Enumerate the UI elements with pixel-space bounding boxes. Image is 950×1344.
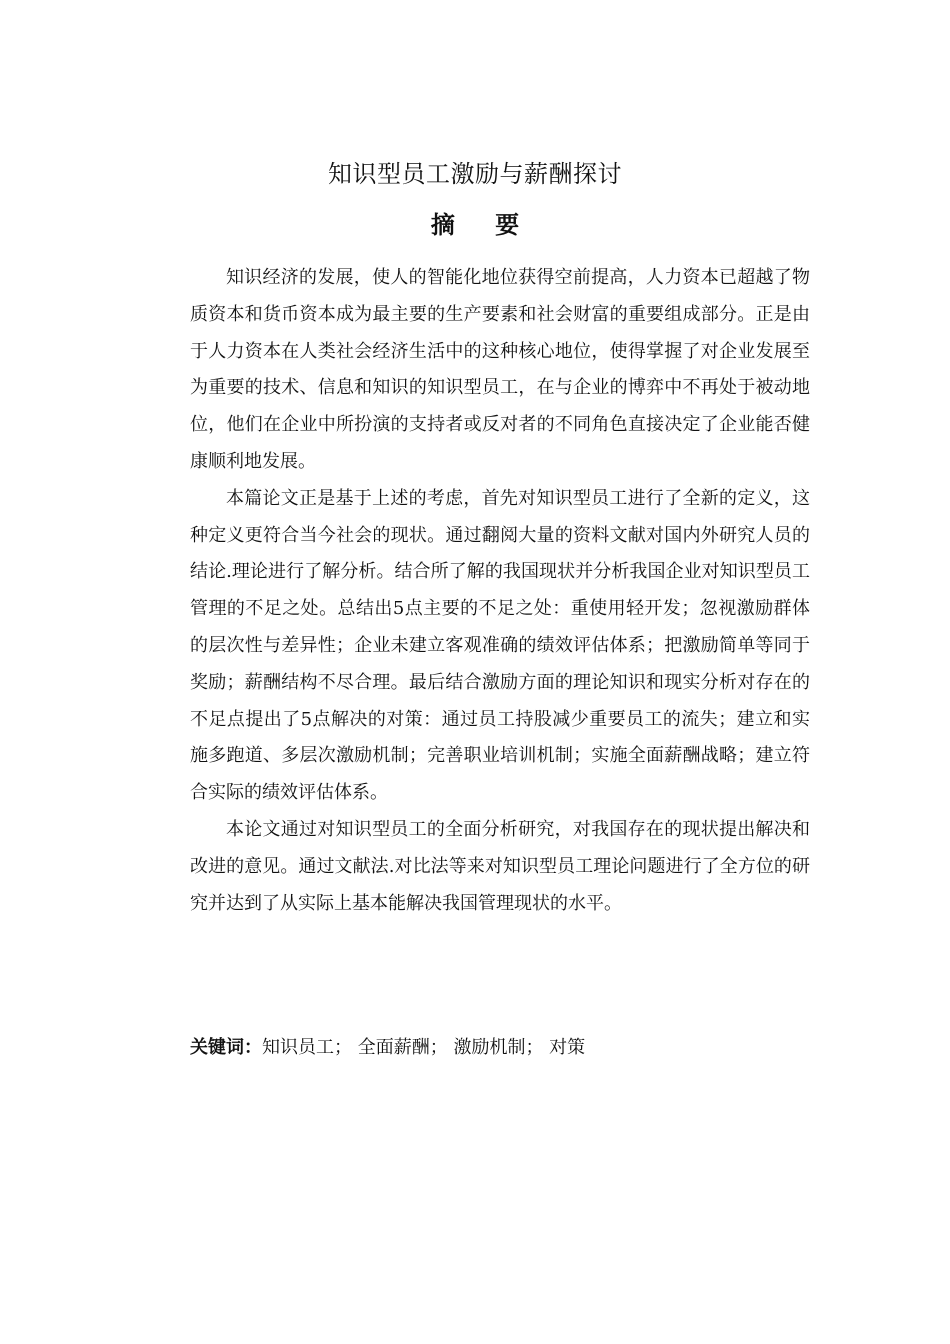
- abstract-heading: 摘 要: [430, 210, 536, 239]
- keywords-value: 知识员工； 全面薪酬； 激励机制； 对策: [262, 1037, 586, 1058]
- abstract-paragraph-3: 本论文通过对知识型员工的全面分析研究，对我国存在的现状提出解决和改进的意见。通过文献法.对比法等来对知识型员工理论问题进行了全方位的研究并达到了从实际上基本能解决我国管理现状的水平。: [190, 818, 810, 914]
- keywords-label: 关键词：: [190, 1037, 262, 1058]
- keywords-line: [190, 1030, 810, 1066]
- abstract-body: [190, 260, 810, 922]
- abstract-paragraph-1: 知识经济的发展，使人的智能化地位获得空前提高，人力资本已超越了物质资本和货币资本成为最主要的生产要素和社会财富的重要组成部分。正是由于人力资本在人类社会经济生活中的这种核心地位，使得掌握了对企业发展至为重要的技术、信息和知识的知识型员工，在与企业的博弈中不再处于被动地位，他们在企业中所扮演的支持者或反对者的不同角色直接决定了企业能否健康顺利地发展。: [190, 267, 810, 472]
- paper-title: 知识型员工激励与薪酬探讨: [328, 160, 622, 188]
- abstract-paragraph-2: 本篇论文正是基于上述的考虑，首先对知识型员工进行了全新的定义，这种定义更符合当今社会的现状。通过翻阅大量的资料文献对国内外研究人员的结论.理论进行了解分析。结合所了解的我国现状并分析我国企业对知识型员工管理的不足之处。总结出5点主要的不足之处：重使用轻开发；忽视激励群体的层次性与差异性；企业未建立客观准确的绩效评估体系；把激励简单等同于奖励；薪酬结构不尽合理。最后结合激励方面的理论知识和现实分析对存在的不足点提出了5点解决的对策：通过员工持股减少重要员工的流失；建立和实施多跑道、多层次激励机制；完善职业培训机制；实施全面薪酬战略；建立符合实际的绩效评估体系。: [190, 487, 810, 804]
